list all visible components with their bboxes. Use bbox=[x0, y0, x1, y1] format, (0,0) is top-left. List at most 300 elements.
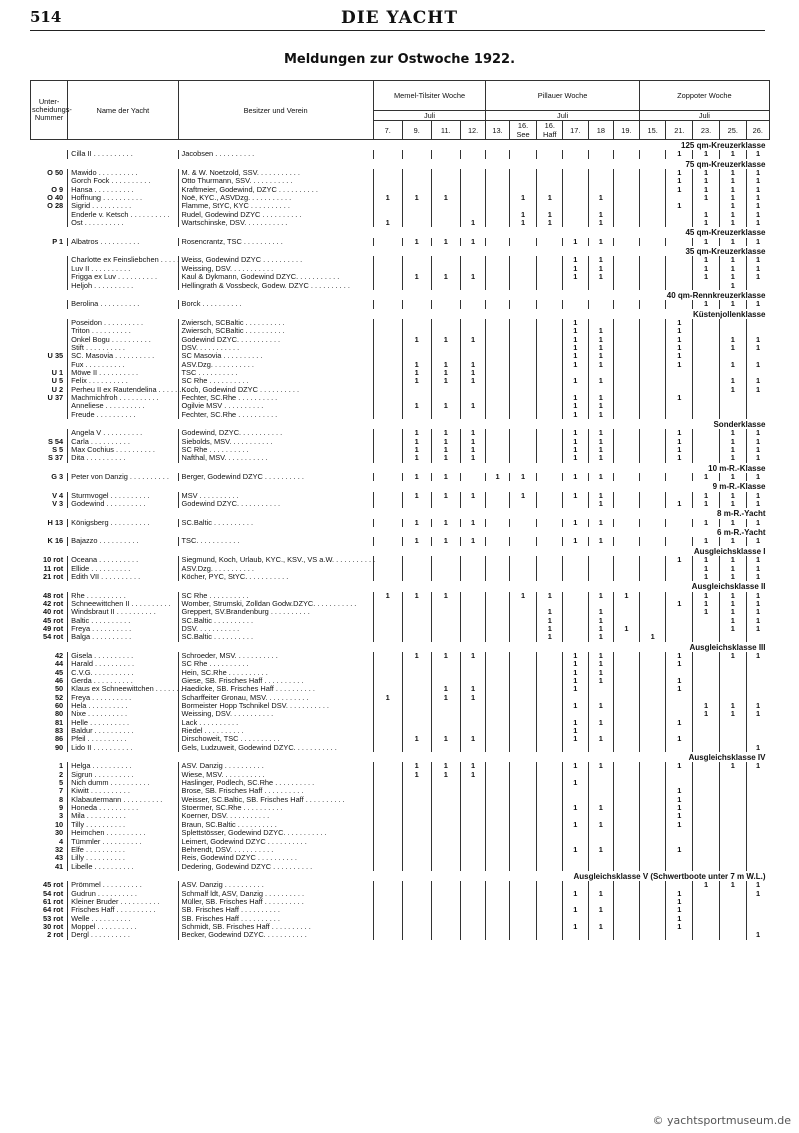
entry-mark: 1 bbox=[563, 519, 589, 527]
entry-mark bbox=[639, 744, 666, 752]
entry-mark bbox=[460, 202, 486, 210]
entry-mark: 1 bbox=[746, 344, 769, 352]
entry-mark: 1 bbox=[719, 238, 746, 246]
entry-mark bbox=[509, 300, 537, 308]
entry-mark bbox=[460, 186, 486, 194]
entry-mark bbox=[693, 669, 720, 677]
entry-mark bbox=[614, 537, 640, 545]
yacht-name: Hela . . . . . . . . . . bbox=[68, 702, 178, 710]
entry-mark: 1 bbox=[563, 821, 589, 829]
entry-mark: 1 bbox=[746, 336, 769, 344]
entry-mark bbox=[373, 336, 402, 344]
table-row bbox=[31, 319, 770, 327]
entry-mark bbox=[588, 556, 614, 564]
owner-club: Weissing, DSV. . . . . . . . . . . bbox=[178, 265, 373, 273]
entry-mark bbox=[460, 779, 486, 787]
entry-mark: 1 bbox=[719, 300, 746, 308]
sail-number bbox=[31, 319, 68, 327]
entry-mark bbox=[373, 898, 402, 906]
entry-mark bbox=[746, 669, 769, 677]
sail-number: 10 bbox=[54, 819, 64, 829]
sail-number bbox=[31, 256, 68, 264]
owner-club: ASV.Dzg. . . . . . . . . . . bbox=[178, 565, 373, 573]
entry-mark bbox=[402, 608, 431, 616]
yacht-name: Freude . . . . . . . . . . bbox=[68, 411, 178, 419]
entry-mark: 1 bbox=[693, 565, 720, 573]
entry-mark bbox=[486, 211, 509, 219]
entry-mark: 1 bbox=[509, 211, 537, 219]
yacht-name: Godewind . . . . . . . . . . bbox=[68, 500, 178, 508]
entry-mark bbox=[460, 804, 486, 812]
entry-mark bbox=[614, 211, 640, 219]
entry-mark bbox=[431, 633, 460, 641]
entry-mark: 1 bbox=[693, 300, 720, 308]
class-heading-row bbox=[31, 290, 770, 300]
entry-mark bbox=[537, 369, 563, 377]
entry-mark bbox=[563, 863, 589, 871]
entry-mark bbox=[614, 906, 640, 914]
entry-mark: 1 bbox=[588, 194, 614, 202]
entry-mark: 1 bbox=[719, 519, 746, 527]
entry-mark bbox=[614, 796, 640, 804]
entry-mark bbox=[719, 890, 746, 898]
entry-mark bbox=[460, 150, 486, 158]
entry-mark bbox=[614, 361, 640, 369]
entry-mark bbox=[614, 771, 640, 779]
entry-mark: 1 bbox=[719, 446, 746, 454]
day-header: 19. bbox=[614, 121, 640, 140]
entry-mark bbox=[460, 881, 486, 889]
entry-mark bbox=[719, 915, 746, 923]
entry-mark: 1 bbox=[460, 369, 486, 377]
table-row bbox=[31, 336, 770, 344]
entry-mark bbox=[563, 150, 589, 158]
entry-mark bbox=[431, 219, 460, 227]
yacht-name: Pfeil . . . . . . . . . . bbox=[68, 735, 178, 743]
entry-mark bbox=[537, 702, 563, 710]
entry-mark: 1 bbox=[666, 600, 693, 608]
entry-mark bbox=[460, 573, 486, 581]
entry-mark bbox=[373, 931, 402, 939]
entry-mark bbox=[402, 411, 431, 419]
owner-club: Schmidt, SB. Frisches Haff . . . . . . . . . . bbox=[178, 923, 373, 931]
owner-club: TSC . . . . . . . . . . bbox=[178, 369, 373, 377]
entry-mark bbox=[639, 169, 666, 177]
table-row bbox=[31, 685, 770, 693]
entry-mark bbox=[614, 492, 640, 500]
entry-mark bbox=[460, 600, 486, 608]
entry-mark bbox=[639, 685, 666, 693]
owner-club: DSV. . . . . . . . . . . bbox=[178, 344, 373, 352]
entry-mark: 1 bbox=[693, 194, 720, 202]
entry-mark bbox=[563, 556, 589, 564]
entry-mark bbox=[588, 854, 614, 862]
entry-mark: 1 bbox=[746, 202, 769, 210]
entry-mark: 1 bbox=[563, 411, 589, 419]
entry-mark: 1 bbox=[460, 519, 486, 527]
entry-mark bbox=[719, 787, 746, 795]
entry-mark bbox=[373, 565, 402, 573]
entry-mark bbox=[639, 787, 666, 795]
entry-mark bbox=[639, 438, 666, 446]
table-row bbox=[31, 779, 770, 787]
entry-mark: 1 bbox=[509, 219, 537, 227]
entry-mark bbox=[509, 804, 537, 812]
entry-mark bbox=[373, 779, 402, 787]
entry-mark: 1 bbox=[509, 473, 537, 481]
table-row bbox=[31, 352, 770, 360]
entry-mark bbox=[614, 282, 640, 290]
yacht-name: Gisela . . . . . . . . . . bbox=[68, 652, 178, 660]
owner-club: SC Rhe . . . . . . . . . . bbox=[178, 446, 373, 454]
day-header: 16. See bbox=[509, 121, 537, 140]
entry-mark: 1 bbox=[431, 438, 460, 446]
entry-mark bbox=[693, 838, 720, 846]
entry-mark bbox=[509, 702, 537, 710]
day-header: 21. bbox=[666, 121, 693, 140]
entry-mark bbox=[486, 625, 509, 633]
entry-mark: 1 bbox=[563, 446, 589, 454]
class-title: Ausgleichsklasse I bbox=[693, 546, 766, 556]
entry-mark: 1 bbox=[431, 361, 460, 369]
entry-mark bbox=[431, 787, 460, 795]
class-heading-row bbox=[31, 140, 770, 151]
entry-mark bbox=[460, 854, 486, 862]
page-heading: Meldungen zur Ostwoche 1922. bbox=[283, 52, 516, 67]
entry-mark bbox=[486, 633, 509, 641]
entry-mark: 1 bbox=[563, 735, 589, 743]
entry-mark bbox=[509, 150, 537, 158]
entry-mark: 1 bbox=[563, 352, 589, 360]
entry-mark bbox=[509, 881, 537, 889]
entry-mark: 1 bbox=[666, 438, 693, 446]
entry-mark bbox=[402, 565, 431, 573]
entry-mark bbox=[509, 352, 537, 360]
entry-mark: 1 bbox=[746, 519, 769, 527]
entry-mark bbox=[431, 386, 460, 394]
entry-mark bbox=[614, 386, 640, 394]
entry-mark bbox=[486, 652, 509, 660]
yacht-name: Hoffnung . . . . . . . . . . bbox=[68, 194, 178, 202]
sail-number: 1 bbox=[59, 761, 64, 771]
entry-mark bbox=[719, 854, 746, 862]
entry-mark bbox=[563, 787, 589, 795]
entry-mark: 1 bbox=[563, 669, 589, 677]
entry-mark bbox=[537, 169, 563, 177]
owner-club: Noë, KYC., ASVDzg. . . . . . . . . . . bbox=[178, 194, 373, 202]
entry-mark bbox=[719, 779, 746, 787]
owner-club: Weiss, Godewind DZYC . . . . . . . . . . bbox=[178, 256, 373, 264]
class-title: Ausgleichsklasse V (Schwertboote unter 7 m W.L.) bbox=[573, 871, 766, 881]
entry-mark: 1 bbox=[666, 344, 693, 352]
entry-mark bbox=[746, 727, 769, 735]
entry-mark: 1 bbox=[563, 361, 589, 369]
owner-club: DSV. . . . . . . . . . . bbox=[178, 625, 373, 633]
entry-mark bbox=[588, 771, 614, 779]
entry-mark: 1 bbox=[588, 273, 614, 281]
entry-mark: 1 bbox=[431, 537, 460, 545]
entry-mark: 1 bbox=[460, 762, 486, 770]
sail-number: 61 rot bbox=[43, 896, 64, 906]
col-header-zoppot: Zoppoter Woche bbox=[639, 81, 769, 111]
entry-mark bbox=[614, 677, 640, 685]
col-header-nummer: Unter-scheidungs-Nummer bbox=[31, 81, 68, 140]
entry-mark bbox=[537, 694, 563, 702]
owner-club: Bormeister Hopp Tschnikel DSV. . . . . . . . . . . bbox=[178, 702, 373, 710]
entry-mark bbox=[460, 846, 486, 854]
entry-mark: 1 bbox=[460, 735, 486, 743]
yacht-name: Baltic . . . . . . . . . . bbox=[68, 617, 178, 625]
entry-mark bbox=[719, 685, 746, 693]
entry-mark bbox=[486, 669, 509, 677]
class-heading-row bbox=[31, 642, 770, 652]
sail-number: 54 rot bbox=[43, 888, 64, 898]
entry-mark: 1 bbox=[588, 625, 614, 633]
yacht-name: Max Cochius . . . . . . . . . . bbox=[68, 446, 178, 454]
yacht-name: Welle . . . . . . . . . . bbox=[68, 915, 178, 923]
entry-mark bbox=[639, 796, 666, 804]
entry-mark bbox=[614, 890, 640, 898]
entry-mark bbox=[537, 652, 563, 660]
entry-mark: 1 bbox=[746, 492, 769, 500]
day-header: 13. bbox=[486, 121, 509, 140]
yacht-name: Gerda . . . . . . . . . . bbox=[68, 677, 178, 685]
class-heading-row bbox=[31, 227, 770, 237]
entry-mark bbox=[639, 537, 666, 545]
sail-number: O 28 bbox=[47, 201, 64, 211]
entry-mark: 1 bbox=[693, 265, 720, 273]
entry-mark bbox=[588, 177, 614, 185]
col-header-owner: Besitzer und Verein bbox=[178, 81, 373, 140]
entry-mark bbox=[639, 652, 666, 660]
yacht-name: Heljoh . . . . . . . . . . bbox=[68, 282, 178, 290]
entry-mark bbox=[509, 369, 537, 377]
entry-mark bbox=[373, 727, 402, 735]
sail-number: 81 bbox=[54, 717, 64, 727]
entry-mark bbox=[719, 863, 746, 871]
entry-mark bbox=[460, 906, 486, 914]
entry-mark bbox=[614, 446, 640, 454]
entry-mark bbox=[639, 352, 666, 360]
owner-club: ASV.Dzg. . . . . . . . . . . bbox=[178, 361, 373, 369]
entry-mark bbox=[746, 796, 769, 804]
entry-mark bbox=[431, 150, 460, 158]
owner-club: Flamme, StYC, KYC . . . . . . . . . . bbox=[178, 202, 373, 210]
entry-mark: 1 bbox=[693, 186, 720, 194]
table-row bbox=[31, 854, 770, 862]
entry-mark bbox=[431, 881, 460, 889]
entry-mark bbox=[746, 854, 769, 862]
entry-mark bbox=[373, 202, 402, 210]
yacht-name: Peter von Danzig . . . . . . . . . . bbox=[68, 473, 178, 481]
entry-mark bbox=[614, 931, 640, 939]
entry-mark bbox=[460, 565, 486, 573]
sail-number: 43 bbox=[54, 853, 64, 863]
entry-mark: 1 bbox=[563, 336, 589, 344]
entry-mark: 1 bbox=[693, 500, 720, 508]
table-row bbox=[31, 796, 770, 804]
entry-mark: 1 bbox=[719, 211, 746, 219]
sail-number: U 37 bbox=[47, 392, 64, 402]
entry-mark: 1 bbox=[666, 923, 693, 931]
entry-mark: 1 bbox=[719, 256, 746, 264]
entry-mark bbox=[460, 669, 486, 677]
owner-club: Godewind, DZYC. . . . . . . . . . . bbox=[178, 429, 373, 437]
entry-mark bbox=[614, 344, 640, 352]
entry-mark: 1 bbox=[537, 211, 563, 219]
yacht-name: Sturmvogel . . . . . . . . . . bbox=[68, 492, 178, 500]
entry-mark bbox=[639, 677, 666, 685]
entry-mark: 1 bbox=[588, 762, 614, 770]
entry-mark bbox=[746, 685, 769, 693]
entry-mark: 1 bbox=[537, 617, 563, 625]
table-row bbox=[31, 429, 770, 437]
entry-mark bbox=[509, 625, 537, 633]
entry-mark bbox=[509, 556, 537, 564]
yacht-name: Möwe II . . . . . . . . . . bbox=[68, 369, 178, 377]
day-header: 25. bbox=[719, 121, 746, 140]
entry-mark: 1 bbox=[693, 710, 720, 718]
entry-mark bbox=[431, 838, 460, 846]
entry-mark bbox=[537, 500, 563, 508]
entry-mark: 1 bbox=[719, 282, 746, 290]
entry-mark: 1 bbox=[693, 473, 720, 481]
entry-mark bbox=[402, 211, 431, 219]
entry-mark bbox=[537, 771, 563, 779]
entry-mark bbox=[666, 300, 693, 308]
entry-mark bbox=[431, 923, 460, 931]
magazine-title: DIE YACHT bbox=[340, 8, 459, 28]
entry-mark bbox=[639, 282, 666, 290]
entry-mark bbox=[402, 177, 431, 185]
entry-mark: 1 bbox=[666, 898, 693, 906]
entry-mark: 1 bbox=[719, 454, 746, 462]
entry-mark bbox=[693, 660, 720, 668]
entry-mark bbox=[402, 710, 431, 718]
entry-mark: 1 bbox=[746, 265, 769, 273]
entries-table bbox=[30, 80, 770, 940]
entry-mark bbox=[486, 592, 509, 600]
entry-mark bbox=[666, 377, 693, 385]
col-header-name: Name der Yacht bbox=[68, 81, 178, 140]
table-row bbox=[31, 744, 770, 752]
entry-mark bbox=[373, 150, 402, 158]
entry-mark bbox=[639, 473, 666, 481]
entry-mark bbox=[373, 762, 402, 770]
entry-mark: 1 bbox=[402, 446, 431, 454]
entry-mark: 1 bbox=[402, 336, 431, 344]
entry-mark bbox=[402, 821, 431, 829]
entry-mark bbox=[537, 863, 563, 871]
entry-mark bbox=[639, 600, 666, 608]
entry-mark bbox=[486, 906, 509, 914]
entry-mark: 1 bbox=[666, 319, 693, 327]
entry-mark bbox=[719, 402, 746, 410]
sail-number: 46 bbox=[54, 675, 64, 685]
entry-mark: 1 bbox=[719, 617, 746, 625]
entry-mark bbox=[639, 519, 666, 527]
sail-number: 2 bbox=[59, 769, 64, 779]
entry-mark: 1 bbox=[588, 256, 614, 264]
yacht-name: Kleiner Bruder . . . . . . . . . . bbox=[68, 898, 178, 906]
entry-mark bbox=[666, 282, 693, 290]
entry-mark bbox=[509, 500, 537, 508]
entry-mark bbox=[563, 829, 589, 837]
entry-mark: 1 bbox=[719, 473, 746, 481]
entry-mark bbox=[431, 744, 460, 752]
entry-mark bbox=[373, 265, 402, 273]
entry-mark: 1 bbox=[588, 537, 614, 545]
entry-mark bbox=[486, 282, 509, 290]
entry-mark: 1 bbox=[431, 446, 460, 454]
entry-mark bbox=[373, 327, 402, 335]
entry-mark bbox=[486, 779, 509, 787]
entry-mark bbox=[746, 319, 769, 327]
entry-mark bbox=[614, 600, 640, 608]
sail-number: V 3 bbox=[52, 499, 64, 509]
table-row bbox=[31, 369, 770, 377]
owner-club: ASV. Danzig . . . . . . . . . . bbox=[178, 762, 373, 770]
entry-mark bbox=[537, 685, 563, 693]
entry-mark bbox=[614, 202, 640, 210]
entry-mark bbox=[537, 906, 563, 914]
entry-mark bbox=[460, 931, 486, 939]
entry-mark bbox=[402, 898, 431, 906]
yacht-name: Felix . . . . . . . . . . bbox=[68, 377, 178, 385]
sail-number: H 13 bbox=[47, 517, 64, 527]
yacht-name: Libelle . . . . . . . . . . bbox=[68, 863, 178, 871]
yacht-name: Kiwitt . . . . . . . . . . bbox=[68, 787, 178, 795]
table-row bbox=[31, 652, 770, 660]
owner-club: Rosencrantz, TSC . . . . . . . . . . bbox=[178, 238, 373, 246]
entry-mark bbox=[614, 219, 640, 227]
entry-mark bbox=[431, 804, 460, 812]
entry-mark bbox=[509, 256, 537, 264]
entry-mark bbox=[402, 719, 431, 727]
entry-mark bbox=[486, 361, 509, 369]
entry-mark bbox=[588, 829, 614, 837]
entry-mark bbox=[486, 923, 509, 931]
entry-mark bbox=[639, 592, 666, 600]
entry-mark bbox=[402, 344, 431, 352]
entry-mark: 1 bbox=[746, 600, 769, 608]
entry-mark bbox=[460, 592, 486, 600]
entry-mark bbox=[746, 863, 769, 871]
entry-mark bbox=[486, 846, 509, 854]
entry-mark bbox=[486, 273, 509, 281]
entry-mark bbox=[693, 829, 720, 837]
entry-mark: 1 bbox=[719, 702, 746, 710]
sail-number bbox=[31, 150, 68, 158]
entry-mark bbox=[693, 890, 720, 898]
entry-mark: 1 bbox=[693, 492, 720, 500]
entry-mark: 1 bbox=[588, 719, 614, 727]
entry-mark bbox=[563, 219, 589, 227]
entry-mark: 1 bbox=[746, 256, 769, 264]
entry-mark bbox=[486, 727, 509, 735]
entry-mark bbox=[431, 702, 460, 710]
entry-mark: 1 bbox=[402, 492, 431, 500]
entry-mark: 1 bbox=[693, 273, 720, 281]
entry-mark bbox=[431, 600, 460, 608]
entry-mark bbox=[486, 336, 509, 344]
entry-mark bbox=[431, 829, 460, 837]
owner-club: Giese, SB. Frisches Haff . . . . . . . . . . bbox=[178, 677, 373, 685]
entry-mark bbox=[402, 906, 431, 914]
entry-mark bbox=[509, 265, 537, 273]
owner-club: Hellingrath & Vossbeck, Godew. DZYC . . . . . . . . . . bbox=[178, 282, 373, 290]
yacht-name: Klaus ex Schneewittchen . . . . . . . . . . bbox=[68, 685, 178, 693]
